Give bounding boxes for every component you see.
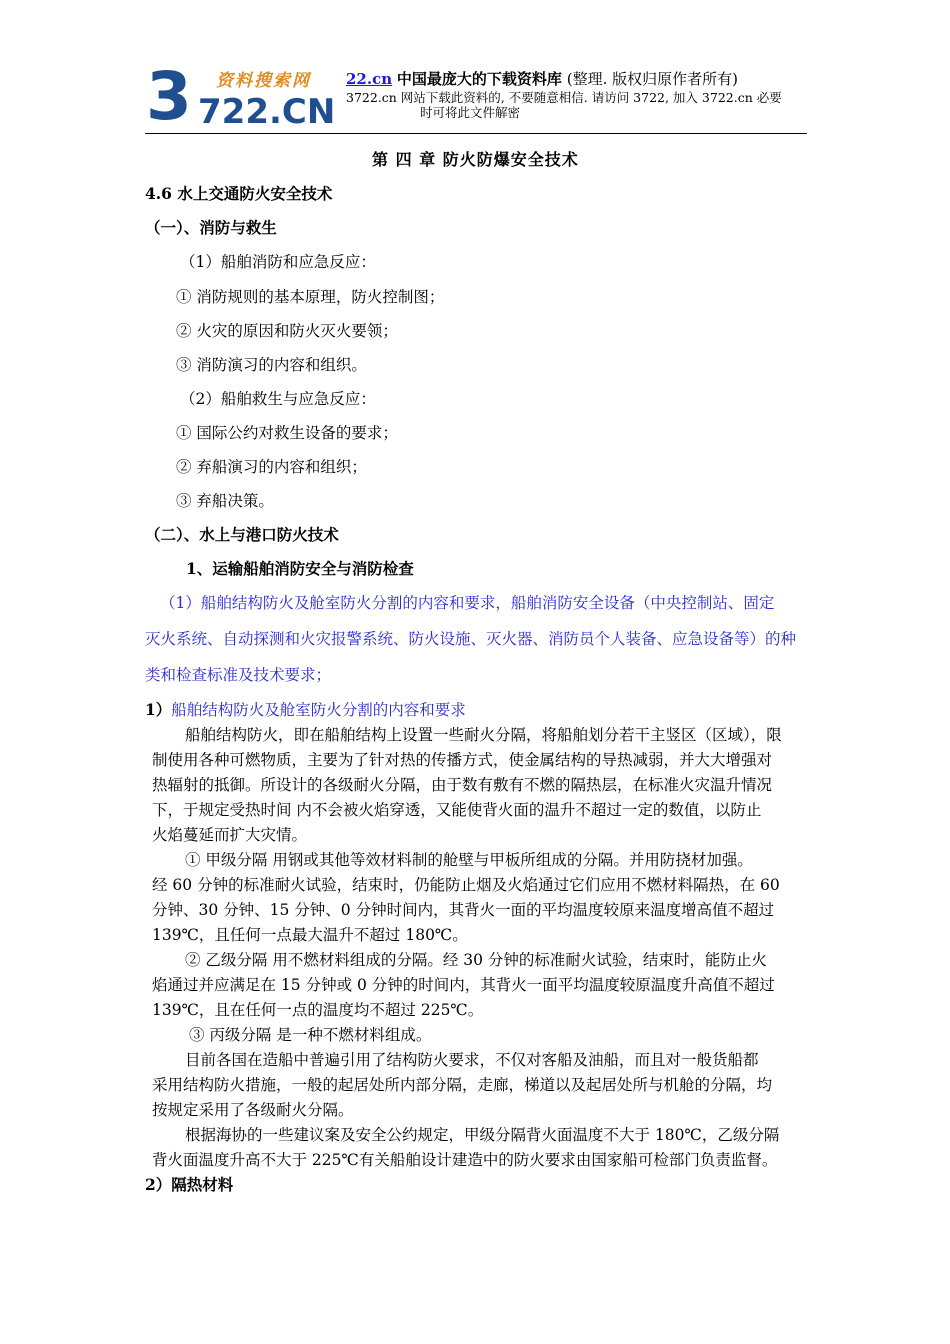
blue-para-line-3: 类和检查标准及技术要求；	[145, 666, 332, 684]
site-logo[interactable]	[146, 58, 346, 135]
para1-line-5: 火焰蔓延而扩大灾情。	[152, 826, 308, 844]
site-link[interactable]: 22.cn	[346, 70, 393, 88]
part1-heading: （一）、消防与救生	[145, 218, 277, 237]
para-a-line-3: 分钟、30 分钟、15 分钟、0 分钟时间内，其背火一面的平均温度较原来温度增高值不超过	[152, 901, 775, 919]
logo-number: 3	[146, 58, 190, 135]
header-title-line	[346, 68, 738, 89]
para-b-line-2: 焰通过并应满足在 15 分钟或 0 分钟的时间内，其背火一面平均温度较原温度升高值不超过	[152, 976, 775, 994]
item2-heading: （2）船舶救生与应急反应：	[180, 390, 376, 408]
item1-point-3: ③ 消防演习的内容和组织。	[176, 356, 367, 374]
para-b-line-3: 139℃，且在任何一点的温度均不超过 225℃。	[152, 1001, 484, 1019]
point1-prefix: 1）	[145, 700, 172, 719]
point2-heading: 2）隔热材料	[145, 1175, 234, 1194]
para-b-line-1: ② 乙级分隔 用不燃材料组成的分隔。经 30 分钟的标准耐火试验，结束时，能防止火	[185, 951, 767, 969]
para3-line-1: 根据海协的一些建议案及安全公约规定，甲级分隔背火面温度不大于 180℃，乙级分隔	[185, 1126, 780, 1144]
blue-para-line-1: （1）船舶结构防火及舱室防火分割的内容和要求，船舶消防安全设备（中央控制站、固定	[160, 594, 775, 612]
item1-point-1: ① 消防规则的基本原理，防火控制图；	[176, 288, 445, 306]
logo-domain: 722.CN	[198, 92, 336, 132]
para1-line-1: 船舶结构防火，即在船舶结构上设置一些耐火分隔，将船舶划分若干主竖区（区域），限	[185, 726, 782, 744]
para2-line-1: 目前各国在造船中普遍引用了结构防火要求，不仅对客船及油船，而且对一般货船都	[185, 1051, 759, 1069]
para2-line-2: 采用结构防火措施，一般的起居处所内部分隔，走廊，梯道以及起居处所与机舱的分隔，均	[152, 1076, 773, 1094]
para2-line-3: 按规定采用了各级耐火分隔。	[152, 1101, 354, 1119]
item2-point-2: ② 弃船演习的内容和组织；	[176, 458, 367, 476]
para1-line-3: 热辐射的抵御。所设计的各级耐火分隔，由于数有敷有不燃的隔热层，在标准火灾温升情况	[152, 776, 773, 794]
para-a-line-1: ① 甲级分隔 用钢或其他等效材料制的舱壁与甲板所组成的分隔。并用防挠材加强。	[185, 851, 753, 869]
chapter-title: 第 四 章 防火防爆安全技术	[372, 150, 579, 169]
para-a-line-4: 139℃，且任何一点最大温升不超过 180℃。	[152, 926, 468, 944]
point1-text: 船舶结构防火及舱室防火分割的内容和要求	[171, 701, 466, 719]
para3-line-2: 背火面温度升高不大于 225℃有关船舶设计建造中的防火要求由国家船可检部门负责监督。	[152, 1151, 778, 1169]
item1-point-2: ② 火灾的原因和防火灭火要领；	[176, 322, 398, 340]
sub1-heading: 1、运输船舶消防安全与消防检查	[186, 559, 414, 578]
para-c: ③ 丙级分隔 是一种不燃材料组成。	[189, 1026, 432, 1044]
header-notice-line2: 时可将此文件解密	[420, 105, 521, 120]
blue-para-line-2: 灭火系统、自动探测和火灾报警系统、防火设施、灭火器、消防员个人装备、应急设备等）的种	[145, 630, 797, 648]
logo-tagline: 资料搜索网	[216, 71, 311, 91]
site-title: 中国最庞大的下载资料库	[396, 70, 562, 88]
header-notice-line1: 3722.cn 网站下载此资料的, 不要随意相信. 请访问 3722, 加入 3722.cn 必要	[346, 90, 782, 105]
header-divider	[145, 133, 807, 134]
para1-line-4: 下，于规定受热时间 内不会被火焰穿透，又能使背火面的温升不超过一定的数值，以防止	[152, 801, 762, 819]
para-a-line-2: 经 60 分钟的标准耐火试验，结束时，仍能防止烟及火焰通过它们应用不燃材料隔热，在 60	[152, 876, 780, 894]
item2-point-3: ③ 弃船决策。	[176, 492, 274, 510]
para1-line-2: 制使用各种可燃物质，主要为了针对热的传播方式，使金属结构的导热减弱，并大大增强对	[152, 751, 773, 769]
site-note: (整理. 版权归原作者所有)	[566, 70, 738, 88]
section-heading: 4.6 水上交通防火安全技术	[145, 184, 333, 203]
item2-point-1: ① 国际公约对救生设备的要求；	[176, 424, 398, 442]
item1-heading: （1）船舶消防和应急反应：	[180, 253, 376, 271]
point1-heading	[145, 700, 466, 720]
part2-heading: （二）、水上与港口防火技术	[145, 525, 339, 544]
